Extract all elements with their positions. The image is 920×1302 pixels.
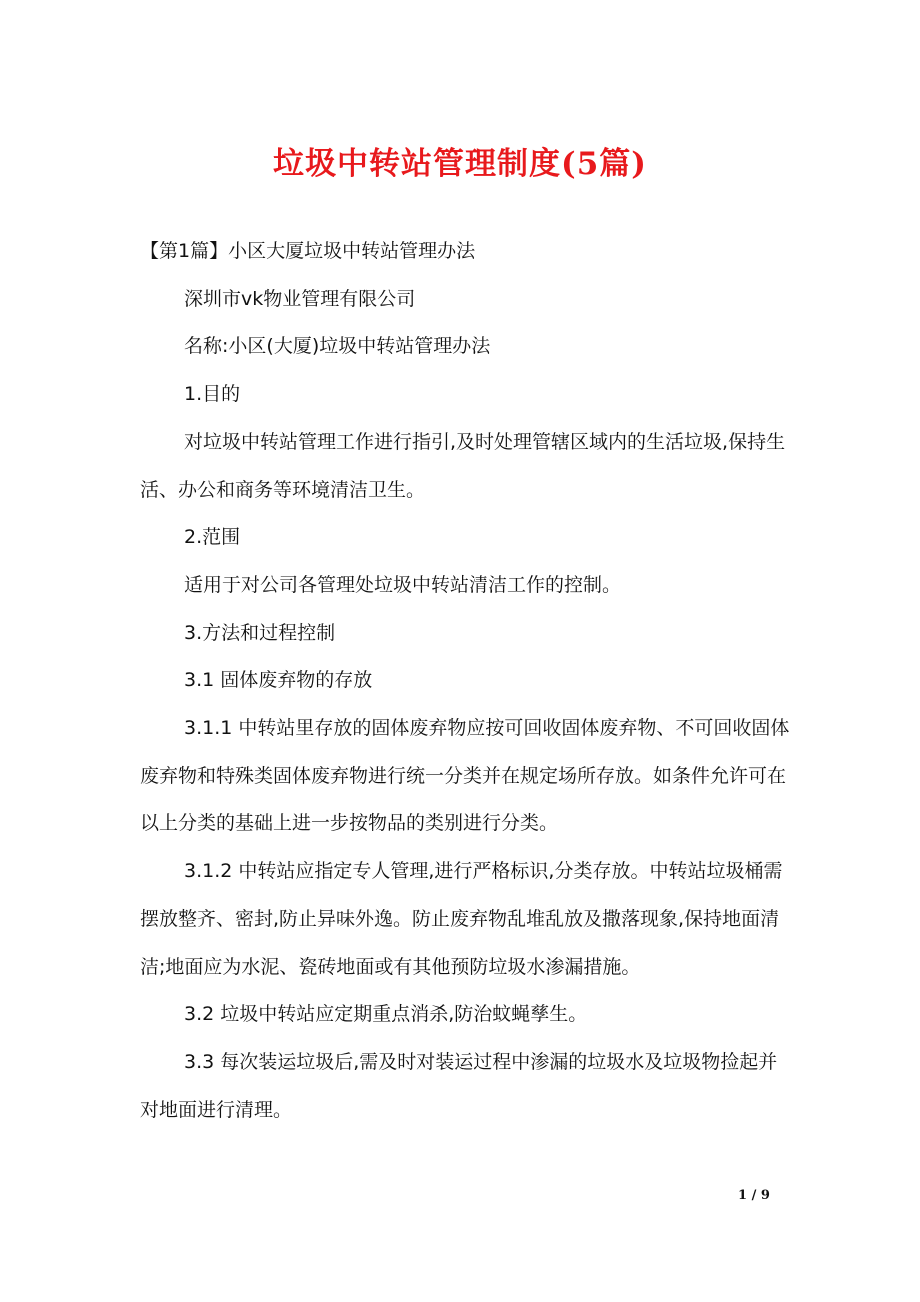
paragraph: 对垃圾中转站管理工作进行指引,及时处理管辖区域内的生活垃圾,保持生活、办公和商务等环境清洁卫生。 bbox=[140, 430, 786, 501]
paragraph: 2.范围 bbox=[184, 526, 241, 549]
paragraph: 深圳市vk物业管理有限公司 bbox=[184, 287, 416, 310]
paragraph: 3.1.2 中转站应指定专人管理,进行严格标识,分类存放。中转站垃圾桶需摆放整齐、密封,防止异味外逸。防止废弃物乱堆乱放及撒落现象,保持地面清洁;地面应为水泥、瓷砖地面或有其他预防垃圾水渗漏措施。 bbox=[140, 860, 783, 978]
paragraph: 1.目的 bbox=[184, 383, 241, 406]
paragraph: 3.2 垃圾中转站应定期重点消杀,防治蚊蝇孳生。 bbox=[184, 1003, 588, 1026]
paragraph: 3.1.1 中转站里存放的固体废弃物应按可回收固体废弃物、不可回收固体废弃物和特殊类固体废弃物进行统一分类并在规定场所存放。如条件允许可在以上分类的基础上进一步按物品的类别进行分类。 bbox=[140, 717, 790, 835]
document-title: 垃圾中转站管理制度(5篇) bbox=[273, 146, 647, 182]
paragraph: 3.1 固体废弃物的存放 bbox=[184, 669, 373, 692]
paragraph: 名称:小区(大厦)垃圾中转站管理办法 bbox=[184, 335, 491, 358]
paragraph: 【第1篇】小区大厦垃圾中转站管理办法 bbox=[140, 240, 476, 262]
paragraph: 3.3 每次装运垃圾后,需及时对装运过程中渗漏的垃圾水及垃圾物捡起并对地面进行清理。 bbox=[140, 1050, 778, 1121]
page-number: 1 / 9 bbox=[738, 1188, 770, 1203]
document-body bbox=[140, 228, 790, 1134]
paragraph: 适用于对公司各管理处垃圾中转站清洁工作的控制。 bbox=[184, 573, 622, 596]
paragraph: 3.方法和过程控制 bbox=[184, 621, 336, 644]
